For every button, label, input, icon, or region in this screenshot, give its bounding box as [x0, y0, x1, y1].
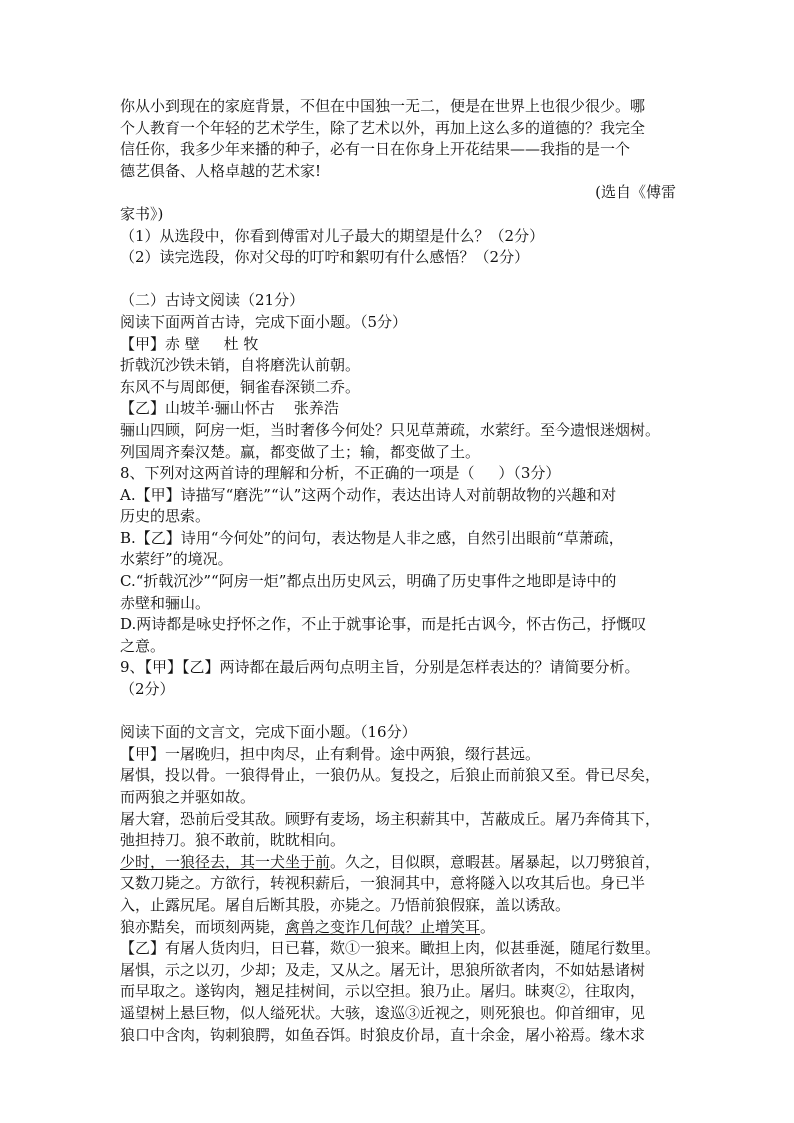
passage-a-line [120, 917, 676, 939]
option-b: B.【乙】诗用“今何处”的问句，表达物是人非之感，自然引出眼前“草萧疏， [120, 528, 624, 547]
passage-b-line: 【乙】有屠人货肉归，日已暮，欻①一狼来。瞰担上肉，似甚垂涎，随尾行数里。 [120, 939, 661, 958]
question-2: （2）读完选段，你对父母的叮咛和絮叨有什么感悟？（2分） [120, 248, 530, 267]
underlined-sentence: 禽兽之变诈几何哉？止增笑耳 [285, 917, 481, 936]
spacer [120, 701, 676, 723]
option-a-cont: 历史的思索。 [120, 507, 211, 526]
intro-line-4: 德艺俱备、人格卓越的艺术家! [120, 161, 322, 180]
passage-a-line: 而两狼之并驱如故。 [120, 788, 256, 806]
passage-a-line [120, 852, 676, 874]
passage-text: 狼亦黠矣，而顷刻两毙， [120, 917, 286, 936]
document-page [120, 96, 676, 1046]
passage-a-line: 弛担持刀。狼不敢前，眈眈相向。 [120, 831, 346, 850]
poem-a-line: 折戟沉沙铁未销，自将磨洗认前朝。 [120, 356, 361, 375]
passage-text: 。久之，目似瞑，意暇甚。屠暴起，以刀劈狼首， [330, 852, 661, 871]
option-b-cont: 水萦纡”的境况。 [120, 550, 233, 569]
poem-a-title: 【甲】赤 壁 杜 牧 [120, 334, 259, 353]
passage-text: 。 [480, 917, 496, 936]
intro-line-3: 信任你，我多少年来播的种子，必有一日在你身上开花结果——我指的是一个 [120, 140, 631, 159]
source-citation-cont: 家书》) [120, 204, 164, 223]
passage-b-line: 而早取之。遂钩肉，翘足挂树间，示以空担。狼乃止。屠归。昧爽②，往取肉， [120, 982, 646, 1001]
question-9-cont: （2分） [120, 680, 175, 699]
section-heading: （二）古诗文阅读（21分） [120, 291, 305, 310]
source-citation: (选自《傅雷 [595, 183, 676, 202]
spacer [120, 269, 676, 291]
question-9: 9、【甲】【乙】两诗都在最后两句点明主旨，分别是怎样表达的？请简要分析。 [120, 658, 640, 677]
passage-b-line: 狼口中含肉，钩刺狼腭，如鱼吞饵。时狼皮价昂，直十余金，屠小裕焉。缘木求 [120, 1025, 646, 1044]
poem-b-title: 【乙】山坡羊·骊山怀古 张养浩 [120, 399, 339, 418]
poem-b-line: 列国周齐秦汉楚。赢，都变做了土；输，都变做了土。 [120, 442, 481, 461]
prose-instruction: 阅读下面的文言文，完成下面小题。（16分） [120, 723, 417, 742]
passage-a-line: 屠大窘，恐前后受其敌。顾野有麦场，场主积薪其中，苫蔽成丘。屠乃奔倚其下， [120, 809, 661, 828]
option-d: D.两诗都是咏史抒怀之作，不止于就事论事，而是托古讽今，怀古伤己，抒慨叹 [120, 615, 647, 634]
passage-a-line: 入，止露尻尾。屠自后断其股，亦毙之。乃悟前狼假寐，盖以诱敌。 [120, 895, 571, 914]
option-c: C.“折戟沉沙”“阿房一炬”都点出历史风云，明确了历史事件之地即是诗中的 [120, 572, 617, 591]
poem-b-line: 骊山四顾，阿房一炬，当时奢侈今何处？只见草萧疏，水萦纡。至今遗恨迷烟树。 [120, 420, 661, 439]
question-1: （1）从选段中，你看到傅雷对儿子最大的期望是什么？（2分） [120, 226, 545, 245]
option-a: A.【甲】诗描写“磨洗”“认”这两个动作，表达出诗人对前朝故物的兴趣和对 [120, 485, 617, 504]
passage-a-line: 【甲】一屠晚归，担中肉尽，止有剩骨。途中两狼，缀行甚远。 [120, 744, 541, 763]
question-8: 8、下列对这两首诗的理解和分析，不正确的一项是（ ）（3分） [120, 464, 561, 483]
passage-b-line: 遥望树上悬巨物，似人缢死状。大骇，逡巡③近视之，则死狼也。仰首细审，见 [120, 1003, 646, 1022]
poetry-instruction: 阅读下面两首古诗，完成下面小题。（5分） [120, 312, 408, 331]
passage-b-line: 屠惧，示之以刃，少却；及走，又从之。屠无计，思狼所欲者肉，不如姑悬诸树 [120, 960, 646, 979]
passage-a-line: 屠惧，投以骨。一狼得骨止，一狼仍从。复投之，后狼止而前狼又至。骨已尽矣， [120, 766, 661, 785]
intro-line-1: 你从小到现在的家庭背景，不但在中国独一无二，便是在世界上也很少很少。哪 [120, 97, 646, 115]
option-c-cont: 赤壁和骊山。 [120, 593, 211, 612]
underlined-sentence: 少时，一狼径去，其一犬坐于前 [120, 852, 331, 871]
option-d-cont: 之意。 [120, 636, 166, 655]
intro-line-2: 个人教育一个年轻的艺术学生，除了艺术以外，再加上这么多的道德的？我完全 [120, 118, 646, 137]
passage-a-line: 又数刀毙之。方欲行，转视积薪后，一狼洞其中，意将隧入以攻其后也。身已半 [120, 874, 646, 893]
poem-a-line: 东风不与周郎便，铜雀春深锁二乔。 [120, 377, 361, 396]
